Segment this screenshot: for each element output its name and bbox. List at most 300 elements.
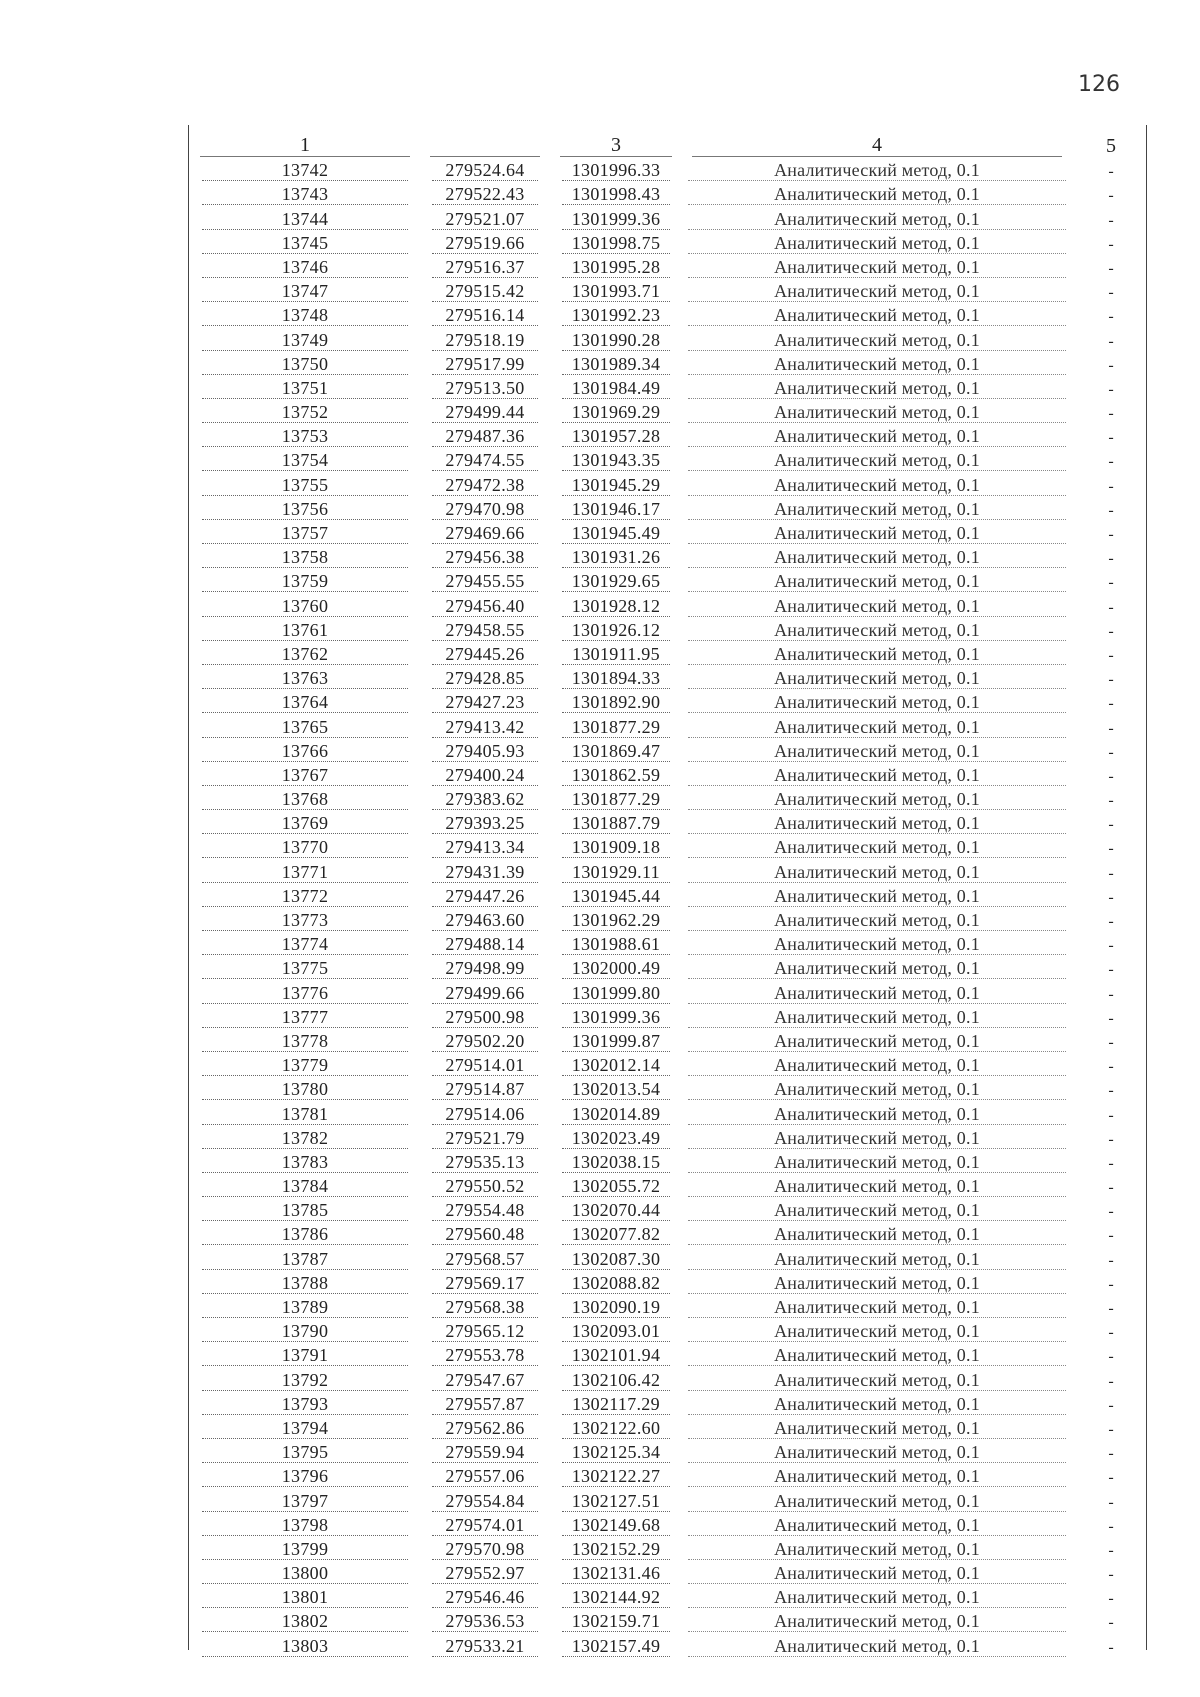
y-coordinate-cell: 1302149.68 bbox=[562, 1516, 670, 1536]
note-cell: - bbox=[1108, 1445, 1114, 1463]
table-row bbox=[190, 1004, 1150, 1028]
x-coordinate-cell: 279514.87 bbox=[432, 1080, 538, 1100]
note-cell: - bbox=[1108, 526, 1114, 543]
note-cell: - bbox=[1108, 1420, 1114, 1438]
x-coordinate-cell: 279431.39 bbox=[432, 863, 538, 883]
note-cell: - bbox=[1108, 1154, 1114, 1172]
point-number-cell: 13800 bbox=[202, 1564, 408, 1584]
x-coordinate-cell: 279456.40 bbox=[432, 597, 538, 617]
y-coordinate-cell: 1302122.27 bbox=[562, 1467, 670, 1487]
table-row bbox=[190, 834, 1150, 858]
x-coordinate-cell: 279393.25 bbox=[432, 814, 538, 834]
point-number-cell: 13776 bbox=[202, 984, 408, 1004]
method-cell: Аналитический метод, 0.1 bbox=[688, 306, 1066, 326]
table-row bbox=[190, 1076, 1150, 1100]
y-coordinate-cell: 1302144.92 bbox=[562, 1588, 670, 1608]
table-row bbox=[190, 1439, 1150, 1463]
table-row bbox=[190, 762, 1150, 786]
y-coordinate-cell: 1301969.29 bbox=[562, 403, 670, 423]
x-coordinate-cell: 279405.93 bbox=[432, 742, 538, 762]
x-coordinate-cell: 279445.26 bbox=[432, 645, 538, 665]
method-cell: Аналитический метод, 0.1 bbox=[688, 451, 1066, 471]
method-cell: Аналитический метод, 0.1 bbox=[688, 1564, 1066, 1584]
x-coordinate-cell: 279487.36 bbox=[432, 427, 538, 447]
y-coordinate-cell: 1302131.46 bbox=[562, 1564, 670, 1584]
table-row bbox=[190, 979, 1150, 1003]
x-coordinate-cell: 279516.14 bbox=[432, 306, 538, 326]
table-row bbox=[190, 738, 1150, 762]
table-row bbox=[190, 1052, 1150, 1076]
x-coordinate-cell: 279519.66 bbox=[432, 234, 538, 254]
column-header-5: 5 bbox=[1106, 135, 1116, 157]
method-cell: Аналитический метод, 0.1 bbox=[688, 887, 1066, 907]
table-row bbox=[190, 955, 1150, 979]
y-coordinate-cell: 1301877.29 bbox=[562, 790, 670, 810]
method-cell: Аналитический метод, 0.1 bbox=[688, 597, 1066, 617]
x-coordinate-cell: 279455.55 bbox=[432, 572, 538, 592]
note-cell: - bbox=[1108, 598, 1114, 616]
x-coordinate-cell: 279513.50 bbox=[432, 379, 538, 399]
table-row bbox=[190, 1342, 1150, 1366]
y-coordinate-cell: 1301862.59 bbox=[562, 766, 670, 786]
x-coordinate-cell: 279554.84 bbox=[432, 1492, 538, 1512]
x-coordinate-cell: 279550.52 bbox=[432, 1177, 538, 1197]
point-number-cell: 13769 bbox=[202, 814, 408, 834]
y-coordinate-cell: 1301945.29 bbox=[562, 476, 670, 496]
table-left-border bbox=[188, 125, 189, 1650]
table-row bbox=[190, 592, 1150, 616]
x-coordinate-cell: 279568.57 bbox=[432, 1250, 538, 1270]
method-cell: Аналитический метод, 0.1 bbox=[688, 1105, 1066, 1125]
y-coordinate-cell: 1301998.75 bbox=[562, 234, 670, 254]
note-cell: - bbox=[1108, 1009, 1114, 1027]
note-cell: - bbox=[1108, 792, 1114, 810]
point-number-cell: 13802 bbox=[202, 1612, 408, 1632]
y-coordinate-cell: 1302070.44 bbox=[562, 1201, 670, 1221]
method-cell: Аналитический метод, 0.1 bbox=[688, 1322, 1066, 1342]
method-cell: Аналитический метод, 0.1 bbox=[688, 1225, 1066, 1245]
table-row bbox=[190, 1632, 1150, 1656]
y-coordinate-cell: 1302157.49 bbox=[562, 1637, 670, 1657]
x-coordinate-cell: 279498.99 bbox=[432, 959, 538, 979]
table-row bbox=[190, 1560, 1150, 1584]
note-cell: - bbox=[1108, 1348, 1114, 1366]
note-cell: - bbox=[1108, 1033, 1114, 1051]
table-row bbox=[190, 931, 1150, 955]
x-coordinate-cell: 279474.55 bbox=[432, 451, 538, 471]
method-cell: Аналитический метод, 0.1 bbox=[688, 1008, 1066, 1028]
point-number-cell: 13787 bbox=[202, 1250, 408, 1270]
method-cell: Аналитический метод, 0.1 bbox=[688, 669, 1066, 689]
point-number-cell: 13756 bbox=[202, 500, 408, 520]
y-coordinate-cell: 1301984.49 bbox=[562, 379, 670, 399]
x-coordinate-cell: 279472.38 bbox=[432, 476, 538, 496]
note-cell: - bbox=[1108, 719, 1114, 737]
y-coordinate-cell: 1301988.61 bbox=[562, 935, 670, 955]
x-coordinate-cell: 279533.21 bbox=[432, 1637, 538, 1657]
point-number-cell: 13779 bbox=[202, 1056, 408, 1076]
x-coordinate-cell: 279427.23 bbox=[432, 693, 538, 713]
x-coordinate-cell: 279400.24 bbox=[432, 766, 538, 786]
point-number-cell: 13796 bbox=[202, 1467, 408, 1487]
method-cell: Аналитический метод, 0.1 bbox=[688, 1395, 1066, 1415]
note-cell: - bbox=[1108, 380, 1114, 398]
note-cell: - bbox=[1108, 477, 1114, 495]
note-cell: - bbox=[1108, 1372, 1114, 1390]
method-cell: Аналитический метод, 0.1 bbox=[688, 693, 1066, 713]
point-number-cell: 13763 bbox=[202, 669, 408, 689]
method-cell: Аналитический метод, 0.1 bbox=[688, 1612, 1066, 1632]
note-cell: - bbox=[1108, 1638, 1114, 1656]
note-cell: - bbox=[1108, 840, 1114, 858]
method-cell: Аналитический метод, 0.1 bbox=[688, 911, 1066, 931]
note-cell: - bbox=[1108, 1300, 1114, 1317]
table-row bbox=[190, 471, 1150, 495]
method-cell: Аналитический метод, 0.1 bbox=[688, 379, 1066, 399]
note-cell: - bbox=[1108, 985, 1114, 1003]
method-cell: Аналитический метод, 0.1 bbox=[688, 355, 1066, 375]
note-cell: - bbox=[1108, 864, 1114, 882]
x-coordinate-cell: 279568.38 bbox=[432, 1298, 538, 1318]
y-coordinate-cell: 1302106.42 bbox=[562, 1371, 670, 1391]
table-row bbox=[190, 1512, 1150, 1536]
method-cell: Аналитический метод, 0.1 bbox=[688, 185, 1066, 205]
note-cell: - bbox=[1108, 1324, 1114, 1342]
table-row bbox=[190, 1028, 1150, 1052]
x-coordinate-cell: 279500.98 bbox=[432, 1008, 538, 1028]
x-coordinate-cell: 279569.17 bbox=[432, 1274, 538, 1294]
method-cell: Аналитический метод, 0.1 bbox=[688, 1637, 1066, 1657]
method-cell: Аналитический метод, 0.1 bbox=[688, 838, 1066, 858]
column-header-2 bbox=[430, 155, 540, 157]
x-coordinate-cell: 279557.87 bbox=[432, 1395, 538, 1415]
note-cell: - bbox=[1108, 550, 1114, 568]
method-cell: Аналитический метод, 0.1 bbox=[688, 1516, 1066, 1536]
note-cell: - bbox=[1108, 163, 1114, 181]
method-cell: Аналитический метод, 0.1 bbox=[688, 331, 1066, 351]
y-coordinate-cell: 1301990.28 bbox=[562, 331, 670, 351]
table-row bbox=[190, 181, 1150, 205]
method-cell: Аналитический метод, 0.1 bbox=[688, 1129, 1066, 1149]
y-coordinate-cell: 1302012.14 bbox=[562, 1056, 670, 1076]
x-coordinate-cell: 279517.99 bbox=[432, 355, 538, 375]
table-row bbox=[190, 326, 1150, 350]
table-row bbox=[190, 375, 1150, 399]
x-coordinate-cell: 279521.79 bbox=[432, 1129, 538, 1149]
method-cell: Аналитический метод, 0.1 bbox=[688, 790, 1066, 810]
note-cell: - bbox=[1108, 332, 1114, 350]
point-number-cell: 13748 bbox=[202, 306, 408, 326]
x-coordinate-cell: 279383.62 bbox=[432, 790, 538, 810]
x-coordinate-cell: 279574.01 bbox=[432, 1516, 538, 1536]
method-cell: Аналитический метод, 0.1 bbox=[688, 500, 1066, 520]
y-coordinate-cell: 1302000.49 bbox=[562, 959, 670, 979]
table-row bbox=[190, 858, 1150, 882]
x-coordinate-cell: 279499.66 bbox=[432, 984, 538, 1004]
note-cell: - bbox=[1108, 961, 1114, 979]
method-cell: Аналитический метод, 0.1 bbox=[688, 427, 1066, 447]
y-coordinate-cell: 1302125.34 bbox=[562, 1443, 670, 1463]
x-coordinate-cell: 279514.06 bbox=[432, 1105, 538, 1125]
x-coordinate-cell: 279522.43 bbox=[432, 185, 538, 205]
y-coordinate-cell: 1302077.82 bbox=[562, 1225, 670, 1245]
y-coordinate-cell: 1301993.71 bbox=[562, 282, 670, 302]
table-row bbox=[190, 641, 1150, 665]
method-cell: Аналитический метод, 0.1 bbox=[688, 1371, 1066, 1391]
table-row bbox=[190, 810, 1150, 834]
note-cell: - bbox=[1108, 1566, 1114, 1584]
method-cell: Аналитический метод, 0.1 bbox=[688, 1419, 1066, 1439]
point-number-cell: 13801 bbox=[202, 1588, 408, 1608]
note-cell: - bbox=[1108, 671, 1114, 689]
method-cell: Аналитический метод, 0.1 bbox=[688, 476, 1066, 496]
table-row bbox=[190, 1221, 1150, 1245]
x-coordinate-cell: 279547.67 bbox=[432, 1371, 538, 1391]
point-number-cell: 13777 bbox=[202, 1008, 408, 1028]
table-row bbox=[190, 617, 1150, 641]
x-coordinate-cell: 279560.48 bbox=[432, 1225, 538, 1245]
x-coordinate-cell: 279488.14 bbox=[432, 935, 538, 955]
point-number-cell: 13795 bbox=[202, 1443, 408, 1463]
note-cell: - bbox=[1108, 1106, 1114, 1124]
table-row bbox=[190, 907, 1150, 931]
x-coordinate-cell: 279428.85 bbox=[432, 669, 538, 689]
note-cell: - bbox=[1108, 1517, 1114, 1535]
method-cell: Аналитический метод, 0.1 bbox=[688, 234, 1066, 254]
note-cell: - bbox=[1108, 1614, 1114, 1632]
point-number-cell: 13747 bbox=[202, 282, 408, 302]
point-number-cell: 13772 bbox=[202, 887, 408, 907]
table-row bbox=[190, 1197, 1150, 1221]
point-number-cell: 13771 bbox=[202, 863, 408, 883]
method-cell: Аналитический метод, 0.1 bbox=[688, 935, 1066, 955]
note-cell: - bbox=[1108, 1275, 1114, 1293]
method-cell: Аналитический метод, 0.1 bbox=[688, 1467, 1066, 1487]
note-cell: - bbox=[1108, 622, 1114, 640]
method-cell: Аналитический метод, 0.1 bbox=[688, 403, 1066, 423]
y-coordinate-cell: 1302038.15 bbox=[562, 1153, 670, 1173]
method-cell: Аналитический метод, 0.1 bbox=[688, 161, 1066, 181]
note-cell: - bbox=[1108, 284, 1114, 302]
point-number-cell: 13760 bbox=[202, 597, 408, 617]
note-cell: - bbox=[1108, 235, 1114, 253]
point-number-cell: 13757 bbox=[202, 524, 408, 544]
table-row bbox=[190, 520, 1150, 544]
x-coordinate-cell: 279456.38 bbox=[432, 548, 538, 568]
method-cell: Аналитический метод, 0.1 bbox=[688, 1201, 1066, 1221]
method-cell: Аналитический метод, 0.1 bbox=[688, 258, 1066, 278]
point-number-cell: 13752 bbox=[202, 403, 408, 423]
method-cell: Аналитический метод, 0.1 bbox=[688, 1153, 1066, 1173]
y-coordinate-cell: 1302090.19 bbox=[562, 1298, 670, 1318]
note-cell: - bbox=[1108, 1590, 1114, 1608]
method-cell: Аналитический метод, 0.1 bbox=[688, 645, 1066, 665]
x-coordinate-cell: 279470.98 bbox=[432, 500, 538, 520]
y-coordinate-cell: 1301999.36 bbox=[562, 210, 670, 230]
y-coordinate-cell: 1301909.18 bbox=[562, 838, 670, 858]
y-coordinate-cell: 1301999.87 bbox=[562, 1032, 670, 1052]
y-coordinate-cell: 1302101.94 bbox=[562, 1346, 670, 1366]
x-coordinate-cell: 279559.94 bbox=[432, 1443, 538, 1463]
point-number-cell: 13759 bbox=[202, 572, 408, 592]
table-row bbox=[190, 1318, 1150, 1342]
table-body bbox=[190, 157, 1150, 1657]
point-number-cell: 13798 bbox=[202, 1516, 408, 1536]
method-cell: Аналитический метод, 0.1 bbox=[688, 1298, 1066, 1318]
table-row bbox=[190, 351, 1150, 375]
method-cell: Аналитический метод, 0.1 bbox=[688, 766, 1066, 786]
table-row bbox=[190, 1608, 1150, 1632]
method-cell: Аналитический метод, 0.1 bbox=[688, 814, 1066, 834]
x-coordinate-cell: 279552.97 bbox=[432, 1564, 538, 1584]
table-row bbox=[190, 1245, 1150, 1269]
method-cell: Аналитический метод, 0.1 bbox=[688, 1492, 1066, 1512]
note-cell: - bbox=[1108, 1396, 1114, 1414]
method-cell: Аналитический метод, 0.1 bbox=[688, 524, 1066, 544]
y-coordinate-cell: 1302088.82 bbox=[562, 1274, 670, 1294]
column-header-3: 3 bbox=[560, 135, 672, 157]
note-cell: - bbox=[1108, 767, 1114, 785]
table-row bbox=[190, 1173, 1150, 1197]
point-number-cell: 13780 bbox=[202, 1080, 408, 1100]
table-row bbox=[190, 568, 1150, 592]
y-coordinate-cell: 1301946.17 bbox=[562, 500, 670, 520]
point-number-cell: 13794 bbox=[202, 1419, 408, 1439]
table-row bbox=[190, 689, 1150, 713]
table-row bbox=[190, 1391, 1150, 1415]
x-coordinate-cell: 279524.64 bbox=[432, 161, 538, 181]
x-coordinate-cell: 279553.78 bbox=[432, 1346, 538, 1366]
point-number-cell: 13797 bbox=[202, 1492, 408, 1512]
y-coordinate-cell: 1302093.01 bbox=[562, 1322, 670, 1342]
table-header-row bbox=[190, 129, 1150, 157]
method-cell: Аналитический метод, 0.1 bbox=[688, 863, 1066, 883]
x-coordinate-cell: 279469.66 bbox=[432, 524, 538, 544]
point-number-cell: 13782 bbox=[202, 1129, 408, 1149]
y-coordinate-cell: 1301877.29 bbox=[562, 718, 670, 738]
y-coordinate-cell: 1301945.44 bbox=[562, 887, 670, 907]
x-coordinate-cell: 279413.42 bbox=[432, 718, 538, 738]
method-cell: Аналитический метод, 0.1 bbox=[688, 1540, 1066, 1560]
note-cell: - bbox=[1108, 308, 1114, 326]
y-coordinate-cell: 1301999.80 bbox=[562, 984, 670, 1004]
x-coordinate-cell: 279562.86 bbox=[432, 1419, 538, 1439]
y-coordinate-cell: 1302023.49 bbox=[562, 1129, 670, 1149]
y-coordinate-cell: 1301894.33 bbox=[562, 669, 670, 689]
point-number-cell: 13742 bbox=[202, 161, 408, 181]
point-number-cell: 13790 bbox=[202, 1322, 408, 1342]
point-number-cell: 13743 bbox=[202, 185, 408, 205]
point-number-cell: 13767 bbox=[202, 766, 408, 786]
note-cell: - bbox=[1108, 913, 1114, 930]
method-cell: Аналитический метод, 0.1 bbox=[688, 1346, 1066, 1366]
note-cell: - bbox=[1108, 259, 1114, 277]
y-coordinate-cell: 1301996.33 bbox=[562, 161, 670, 181]
table-row bbox=[190, 1487, 1150, 1511]
note-cell: - bbox=[1108, 405, 1114, 423]
method-cell: Аналитический метод, 0.1 bbox=[688, 1588, 1066, 1608]
point-number-cell: 13791 bbox=[202, 1346, 408, 1366]
point-number-cell: 13789 bbox=[202, 1298, 408, 1318]
point-number-cell: 13786 bbox=[202, 1225, 408, 1245]
note-cell: - bbox=[1108, 1469, 1114, 1487]
point-number-cell: 13774 bbox=[202, 935, 408, 955]
table-row bbox=[190, 278, 1150, 302]
note-cell: - bbox=[1108, 187, 1114, 205]
note-cell: - bbox=[1108, 429, 1114, 447]
note-cell: - bbox=[1108, 1493, 1114, 1511]
x-coordinate-cell: 279565.12 bbox=[432, 1322, 538, 1342]
note-cell: - bbox=[1108, 1251, 1114, 1269]
point-number-cell: 13750 bbox=[202, 355, 408, 375]
x-coordinate-cell: 279447.26 bbox=[432, 887, 538, 907]
point-number-cell: 13783 bbox=[202, 1153, 408, 1173]
note-cell: - bbox=[1108, 1130, 1114, 1148]
y-coordinate-cell: 1301892.90 bbox=[562, 693, 670, 713]
y-coordinate-cell: 1301957.28 bbox=[562, 427, 670, 447]
y-coordinate-cell: 1302122.60 bbox=[562, 1419, 670, 1439]
x-coordinate-cell: 279535.13 bbox=[432, 1153, 538, 1173]
table-row bbox=[190, 665, 1150, 689]
point-number-cell: 13775 bbox=[202, 959, 408, 979]
x-coordinate-cell: 279413.34 bbox=[432, 838, 538, 858]
table-row bbox=[190, 1366, 1150, 1390]
point-number-cell: 13764 bbox=[202, 693, 408, 713]
method-cell: Аналитический метод, 0.1 bbox=[688, 1032, 1066, 1052]
method-cell: Аналитический метод, 0.1 bbox=[688, 210, 1066, 230]
y-coordinate-cell: 1301911.95 bbox=[562, 645, 670, 665]
note-cell: - bbox=[1108, 211, 1114, 229]
note-cell: - bbox=[1108, 1541, 1114, 1559]
method-cell: Аналитический метод, 0.1 bbox=[688, 742, 1066, 762]
point-number-cell: 13753 bbox=[202, 427, 408, 447]
table-row bbox=[190, 447, 1150, 471]
note-cell: - bbox=[1108, 1227, 1114, 1245]
point-number-cell: 13755 bbox=[202, 476, 408, 496]
point-number-cell: 13785 bbox=[202, 1201, 408, 1221]
point-number-cell: 13765 bbox=[202, 718, 408, 738]
point-number-cell: 13784 bbox=[202, 1177, 408, 1197]
method-cell: Аналитический метод, 0.1 bbox=[688, 1443, 1066, 1463]
y-coordinate-cell: 1301931.26 bbox=[562, 548, 670, 568]
point-number-cell: 13762 bbox=[202, 645, 408, 665]
point-number-cell: 13793 bbox=[202, 1395, 408, 1415]
method-cell: Аналитический метод, 0.1 bbox=[688, 984, 1066, 1004]
note-cell: - bbox=[1108, 1203, 1114, 1221]
table-row bbox=[190, 423, 1150, 447]
point-number-cell: 13803 bbox=[202, 1637, 408, 1657]
x-coordinate-cell: 279458.55 bbox=[432, 621, 538, 641]
note-cell: - bbox=[1108, 501, 1114, 519]
x-coordinate-cell: 279554.48 bbox=[432, 1201, 538, 1221]
table-row bbox=[190, 713, 1150, 737]
method-cell: Аналитический метод, 0.1 bbox=[688, 282, 1066, 302]
table-row bbox=[190, 1463, 1150, 1487]
note-cell: - bbox=[1108, 1058, 1114, 1076]
x-coordinate-cell: 279516.37 bbox=[432, 258, 538, 278]
x-coordinate-cell: 279518.19 bbox=[432, 331, 538, 351]
note-cell: - bbox=[1108, 1082, 1114, 1100]
point-number-cell: 13749 bbox=[202, 331, 408, 351]
y-coordinate-cell: 1302152.29 bbox=[562, 1540, 670, 1560]
column-header-4: 4 bbox=[692, 135, 1062, 157]
x-coordinate-cell: 279514.01 bbox=[432, 1056, 538, 1076]
table-row bbox=[190, 399, 1150, 423]
method-cell: Аналитический метод, 0.1 bbox=[688, 1056, 1066, 1076]
y-coordinate-cell: 1301995.28 bbox=[562, 258, 670, 278]
table-row bbox=[190, 496, 1150, 520]
y-coordinate-cell: 1301929.65 bbox=[562, 572, 670, 592]
